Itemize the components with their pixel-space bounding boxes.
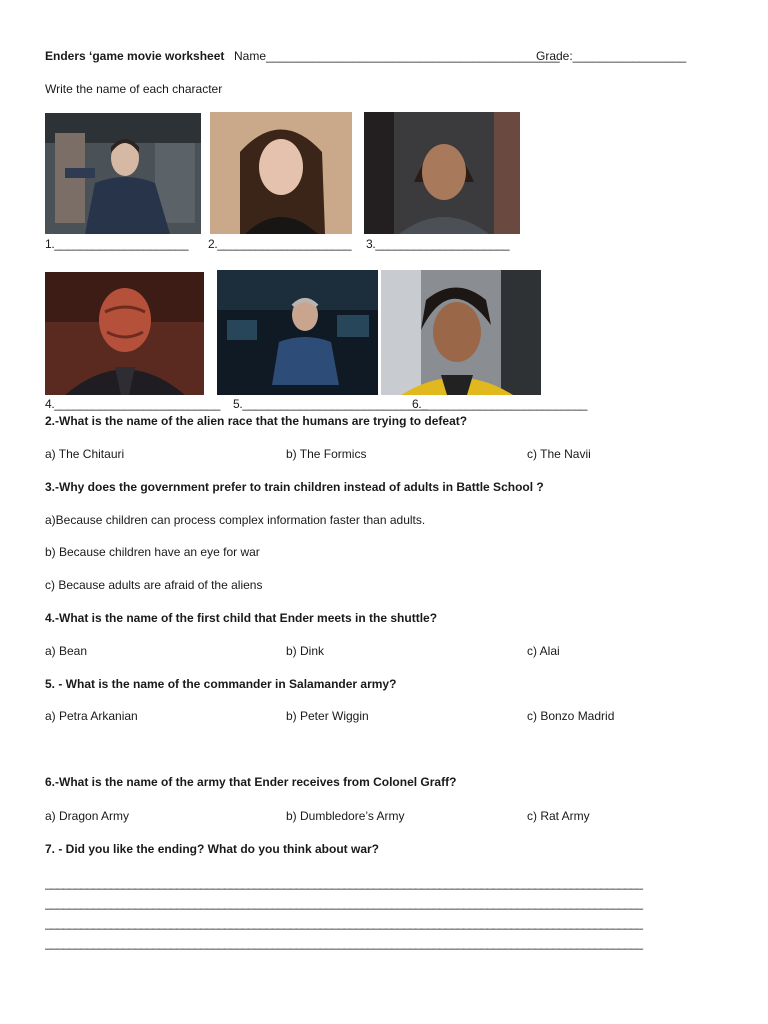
question-3: 3.-Why does the government prefer to train children instead of adults in Battle School ? xyxy=(45,480,544,494)
question-6-option-b[interactable]: b) Dumbledore’s Army xyxy=(286,809,405,823)
character-photo-5 xyxy=(217,270,378,395)
question-6-option-c[interactable]: c) Rat Army xyxy=(527,809,590,823)
name-field-label: Name____________________________________________ xyxy=(234,49,560,63)
question-4-option-c[interactable]: c) Alai xyxy=(527,644,560,658)
answer-line-3[interactable]: ____________________________________________________________________________________________________ xyxy=(45,916,643,930)
question-2: 2.-What is the name of the alien race that the humans are trying to defeat? xyxy=(45,414,468,428)
answer-line-2[interactable]: ____________________________________________________________________________________________________ xyxy=(45,896,643,910)
question-7: 7. - Did you like the ending? What do you think about war? xyxy=(45,842,380,856)
instruction-text: Write the name of each character xyxy=(45,82,223,96)
question-5-option-b[interactable]: b) Peter Wiggin xyxy=(286,709,369,723)
character-photo-4 xyxy=(45,272,204,395)
question-2-option-c[interactable]: c) The Navii xyxy=(527,447,591,461)
question-6: 6.-What is the name of the army that Ender receives from Colonel Graff? xyxy=(45,775,457,789)
character-blank-1[interactable]: 1._____________________ xyxy=(45,237,189,251)
question-4-option-b[interactable]: b) Dink xyxy=(286,644,325,658)
question-3-option-a[interactable]: a)Because children can process complex information faster than adults. xyxy=(45,513,426,527)
question-4: 4.-What is the name of the first child that Ender meets in the shuttle? xyxy=(45,611,438,625)
question-3-option-c[interactable]: c) Because adults are afraid of the aliens xyxy=(45,578,263,592)
question-5: 5. - What is the name of the commander in Salamander army? xyxy=(45,677,397,691)
grade-field-label: Grade:_________________ xyxy=(536,49,687,63)
character-blank-5[interactable]: 5._____________________________ xyxy=(233,397,428,411)
worksheet-title: Enders ‘game movie worksheet xyxy=(45,49,225,63)
question-3-option-b[interactable]: b) Because children have an eye for war xyxy=(45,545,260,559)
character-photo-1 xyxy=(45,113,201,234)
character-blank-2[interactable]: 2._____________________ xyxy=(208,237,352,251)
question-5-option-c[interactable]: c) Bonzo Madrid xyxy=(527,709,615,723)
character-blank-3[interactable]: 3._____________________ xyxy=(366,237,510,251)
question-2-option-a[interactable]: a) The Chitauri xyxy=(45,447,125,461)
question-4-option-a[interactable]: a) Bean xyxy=(45,644,88,658)
character-photo-3 xyxy=(364,112,520,234)
question-6-option-a[interactable]: a) Dragon Army xyxy=(45,809,130,823)
character-blank-6[interactable]: 6.__________________________ xyxy=(412,397,588,411)
character-photo-6 xyxy=(381,270,541,395)
answer-line-1[interactable]: ____________________________________________________________________________________________________ xyxy=(45,876,643,890)
character-photo-2 xyxy=(210,112,352,234)
question-2-option-b[interactable]: b) The Formics xyxy=(286,447,367,461)
answer-line-4[interactable]: ____________________________________________________________________________________________________ xyxy=(45,936,643,950)
character-blank-4[interactable]: 4.__________________________ xyxy=(45,397,221,411)
question-5-option-a[interactable]: a) Petra Arkanian xyxy=(45,709,138,723)
